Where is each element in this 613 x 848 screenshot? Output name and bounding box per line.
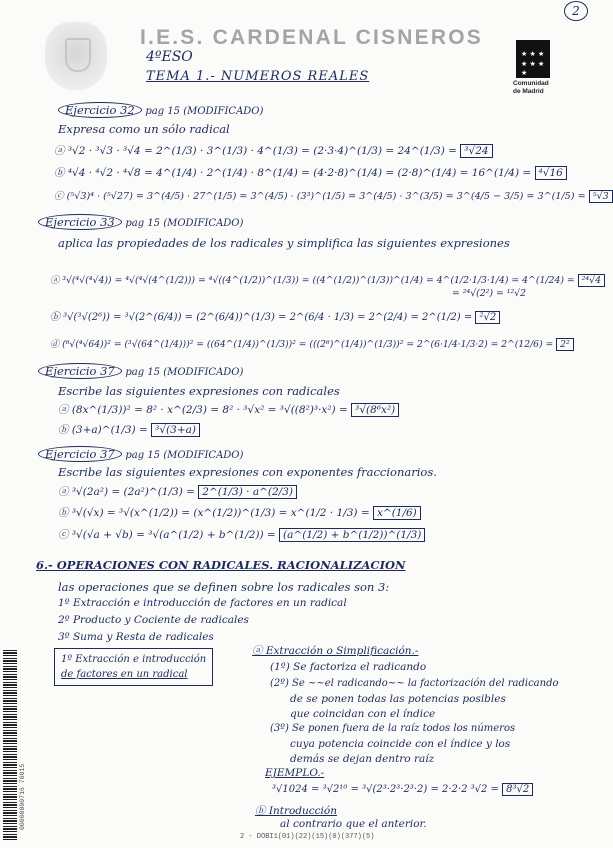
ex37a-a-result: ³√(8⁶x²) xyxy=(351,403,399,417)
ex37b-c-text: ⓒ ³√(√a + √b) = ³√(a^(1/2) + b^(1/2)) = xyxy=(58,529,276,541)
ex37b-b-text: ⓑ ³√(√x) = ³√(x^(1/2)) = (x^(1/2))^(1/3) = x^(1/2 · 1/3) = xyxy=(58,507,370,519)
ex33-d-result: 2² xyxy=(556,338,574,351)
ex37a-b-text: ⓑ (3+a)^(1/3) = xyxy=(58,424,148,436)
school-name: I.E.S. CARDENAL CISNEROS xyxy=(140,26,483,49)
section6-step1: (1º) Se factoriza el radicando xyxy=(270,661,427,673)
example-label: EJEMPLO.- xyxy=(265,767,325,779)
madrid-flag-logo: ★ ★ ★ ★ ★ ★ ★ xyxy=(516,40,550,78)
ex33-instruction: aplica las propiedades de los radicales y simplifica las siguientes expresiones xyxy=(58,236,510,250)
region-name-line-2: de Madrid xyxy=(513,88,544,95)
ex37a-item-b xyxy=(58,422,200,437)
ex37b-item-c xyxy=(58,527,425,542)
example-text: ³√1024 = ³√2¹⁰ = ³√(2³·2³·2³·2) = 2·2·2 ³√2 = xyxy=(272,784,499,795)
section6-box-line-2: de factores en un radical xyxy=(61,669,188,680)
ex33-item-a xyxy=(50,272,605,286)
ex37a-label: Ejercicio 37 xyxy=(38,363,122,379)
section6-box xyxy=(54,648,213,686)
ex32-header xyxy=(58,103,263,117)
section6-op1: 1º Extracción e introducción de factores en un radical xyxy=(58,597,347,609)
ex37b-item-a xyxy=(58,484,297,499)
barcode-text: 00000000716 70815 xyxy=(19,763,26,830)
ex32-a-result: ³√24 xyxy=(460,144,492,158)
ex33-ref: pag 15 (MODIFICADO) xyxy=(125,218,244,229)
ex33-a-tail: = ²⁴√(2²) = ¹²√2 xyxy=(452,288,527,299)
ex32-item-a xyxy=(54,143,493,158)
section6-sub-a: ⓐ Extracción o Simplificación.- xyxy=(252,645,419,657)
ex37b-b-result: x^(1/6) xyxy=(373,506,421,520)
ex32-c-text: ⓒ (⁵√3)⁴ · (⁵√27) = 3^(4/5) · 27^(1/5) = 3^(4/5) · (3³)^(1/5) = 3^(4/5) · 3^(3/5) = 3^(4/5 − 3/5) = 3^(1/5) = xyxy=(54,191,586,202)
topic-title: TEMA 1.- NUMEROS REALES xyxy=(146,69,370,84)
ex37b-header xyxy=(38,447,243,461)
section6-step3a: (3º) Se ponen fuera de la raíz todos los números xyxy=(270,723,516,734)
section6-op3: 3º Suma y Resta de radicales xyxy=(58,631,214,643)
section6-step2a: (2º) Se ~~el radicando~~ la factorización del radicando xyxy=(270,678,559,689)
ex37b-a-text: ⓐ ³√(2a²) = (2a²)^(1/3) = xyxy=(58,486,195,498)
ex32-b-result: ⁴√16 xyxy=(535,166,567,180)
barcode xyxy=(3,650,17,840)
section6-sub-b-text: al contrario que el anterior. xyxy=(280,818,427,830)
page-number: 2 xyxy=(564,1,588,21)
section6-step2b: de se ponen todas las potencias posibles xyxy=(290,693,506,705)
school-crest-logo xyxy=(45,22,107,90)
ex33-d-text: ⓓ (⁶√(⁴√64))² = (³√(64^(1/4)))² = ((64^(1/4))^(1/3))² = (((2⁶)^(1/4))^(1/3))² = 2^(6·1/4·1/3·2) = 2^(12/6) = xyxy=(50,339,554,350)
example-line xyxy=(272,784,533,795)
section6-sub-b: ⓑ Introducción xyxy=(255,805,337,817)
ex37b-c-result: (a^(1/2) + b^(1/2))^(1/3) xyxy=(279,528,425,542)
ex32-ref: pag 15 (MODIFICADO) xyxy=(145,106,264,117)
section6-op2: 2º Producto y Cociente de radicales xyxy=(58,614,249,626)
ex32-item-b xyxy=(54,165,567,180)
ex33-label: Ejercicio 33 xyxy=(38,214,122,230)
ex32-item-c xyxy=(54,188,613,202)
ex32-b-text: ⓑ ⁴√4 · ⁴√2 · ⁴√8 = 4^(1/4) · 2^(1/4) · 8^(1/4) = (4·2·8)^(1/4) = (2·8)^(1/4) = 16^(1/4) = xyxy=(54,167,532,179)
ex32-instruction: Expresa como un sólo radical xyxy=(58,122,230,136)
ex37b-ref: pag 15 (MODIFICADO) xyxy=(125,450,244,461)
ex37a-header xyxy=(38,364,243,378)
section6-intro: las operaciones que se definen sobre los radicales son 3: xyxy=(58,580,390,594)
ex37a-b-result: ³√(3+a) xyxy=(151,423,200,437)
ex32-label: Ejercicio 32 xyxy=(58,102,142,118)
region-name-line-1: Comunidad xyxy=(513,80,549,87)
ex33-a-text: ⓐ ³√(⁴√(⁴√4)) = ⁴√(⁴√(4^(1/2))) = ⁴√((4^(1/2))^(1/3)) = ((4^(1/2))^(1/3))^(1/4) = 4^(1/2·1/3·1/4) = 4^(1/24) = xyxy=(50,275,575,286)
region-name xyxy=(513,80,549,96)
ex37a-a-text: ⓐ (8x^(1/3))² = 8² · x^(2/3) = 8² · ³√x² = ³√((8²)³·x²) = xyxy=(58,404,348,416)
ex37b-instruction: Escribe las siguientes expresiones con exponentes fraccionarios. xyxy=(58,465,437,479)
ex33-header xyxy=(38,215,243,229)
section6-step3c: demás se dejan dentro raíz xyxy=(290,753,435,765)
ex37b-item-b xyxy=(58,505,421,520)
example-result: 8³√2 xyxy=(502,783,533,796)
ex33-item-d xyxy=(50,336,574,350)
ex33-a-result: ²⁴√4 xyxy=(578,274,605,287)
section6-step2c: que coincidan con el índice xyxy=(290,708,436,720)
ex33-b-result: ²√2 xyxy=(475,311,500,324)
section6-title: 6.- OPERACIONES CON RADICALES. RACIONALIZACION xyxy=(36,558,406,572)
ex37a-item-a xyxy=(58,402,399,417)
section6-step3b: cuya potencia coincide con el índice y los xyxy=(290,738,511,750)
ex32-c-result: ⁵√3 xyxy=(589,190,613,203)
ex37a-instruction: Escribe las siguientes expresiones con radicales xyxy=(58,384,340,398)
ex37b-a-result: 2^(1/3) · a^(2/3) xyxy=(198,485,297,499)
footer-code: 2 - DOBI1(01)(22)(15)(0)(377)(5) xyxy=(240,833,375,841)
course-label: 4ºESO xyxy=(146,49,193,65)
ex33-b-text: ⓑ ³√(³√(2⁶)) = ³√(2^(6/4)) = (2^(6/4))^(1/3) = 2^(6/4 · 1/3) = 2^(2/4) = 2^(1/2) = xyxy=(50,312,473,323)
section6-box-line-1: 1º Extracción e introducción xyxy=(61,654,207,665)
ex32-a-text: ⓐ ³√2 · ³√3 · ³√4 = 2^(1/3) · 3^(1/3) · 4^(1/3) = (2·3·4)^(1/3) = 24^(1/3) = xyxy=(54,145,457,157)
ex33-item-b xyxy=(50,308,500,323)
ex37a-ref: pag 15 (MODIFICADO) xyxy=(125,367,244,378)
ex37b-label: Ejercicio 37 xyxy=(38,446,122,462)
